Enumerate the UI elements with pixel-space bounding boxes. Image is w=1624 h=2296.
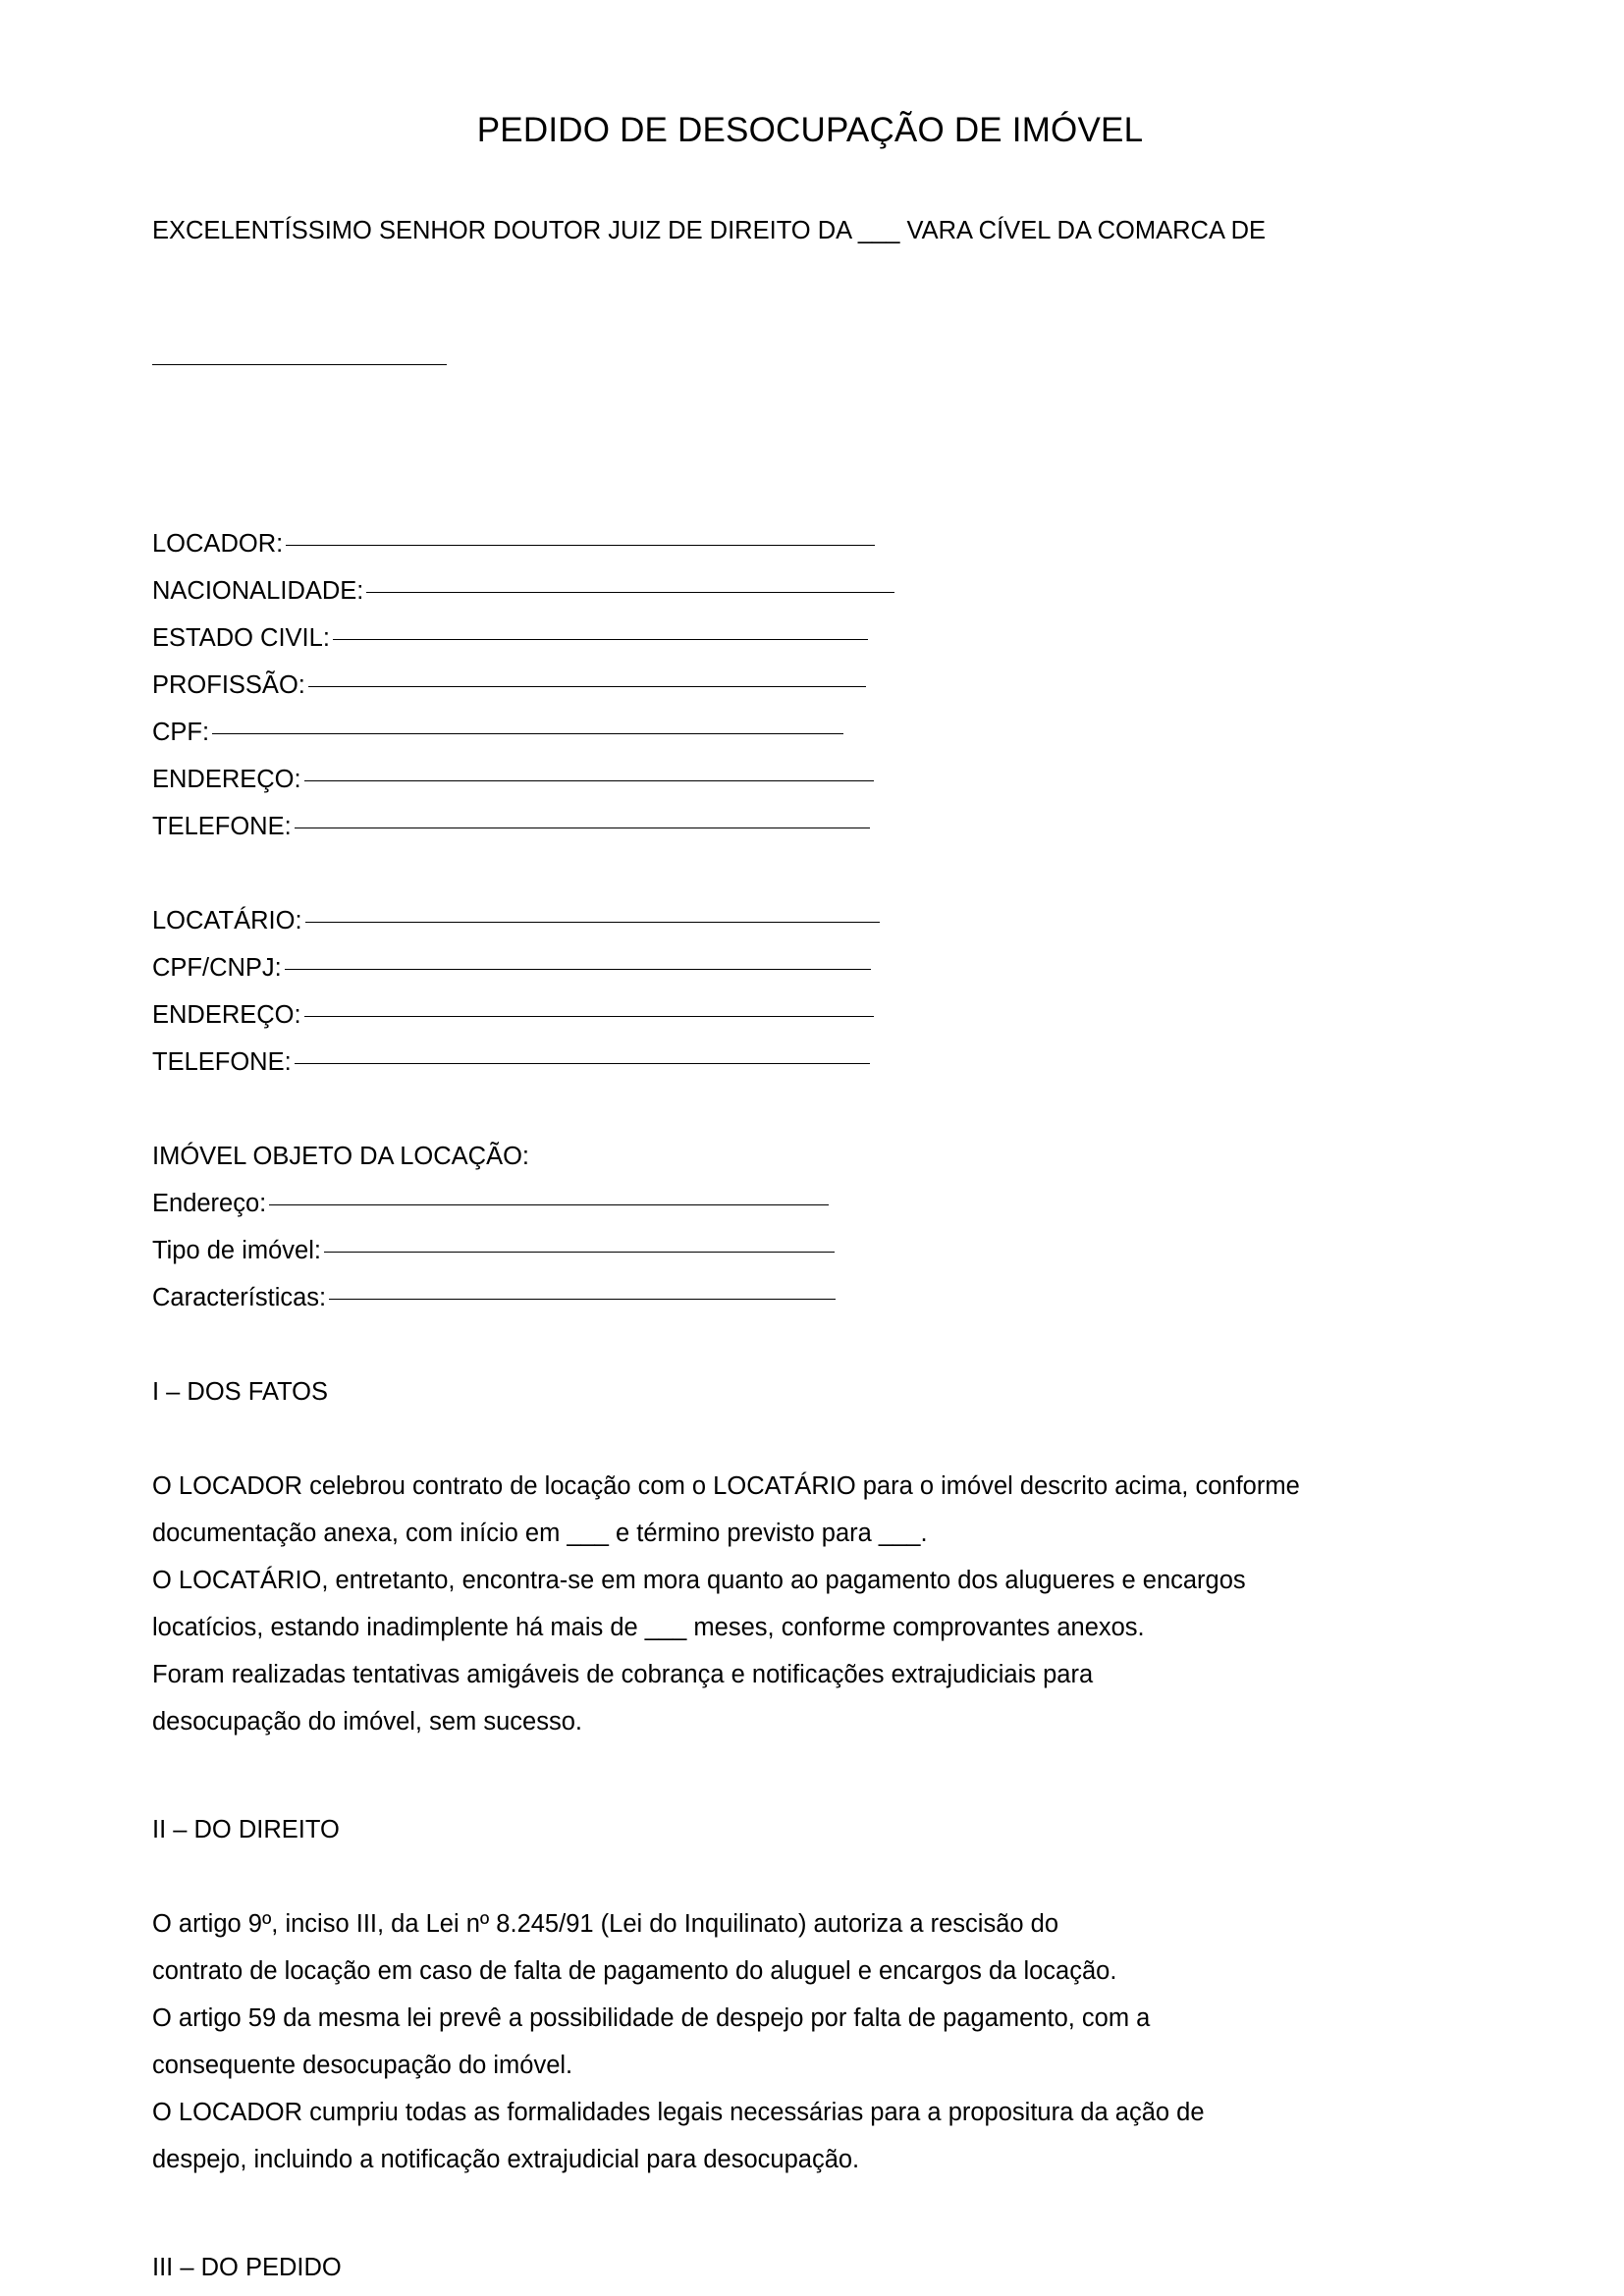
- spacer: [152, 850, 1468, 897]
- section-body-line: Foram realizadas tentativas amigáveis de cobrança e notificações extrajudiciais para: [152, 1661, 1094, 1688]
- locador-field-row: [152, 756, 1468, 803]
- locatario-field-label: ENDEREÇO:: [152, 1001, 301, 1029]
- imovel-block: [152, 1133, 1468, 1321]
- section-block: [152, 1806, 1468, 2244]
- locador-field-label: PROFISSÃO:: [152, 671, 305, 699]
- locador-field-row: [152, 520, 1468, 567]
- court-addressing-block: [152, 207, 1468, 459]
- section-body-line: despejo, incluindo a notificação extrajudicial para desocupação.: [152, 2146, 860, 2173]
- section-body-line: contrato de locação em caso de falta de pagamento do aluguel e encargos da locação.: [152, 1957, 1117, 1985]
- locador-field-fill-rule[interactable]: [304, 780, 874, 781]
- imovel-field-label: Tipo de imóvel:: [152, 1237, 321, 1264]
- locador-field-fill-rule[interactable]: [366, 592, 894, 593]
- spacer: [152, 1415, 1468, 1463]
- spacer: [152, 1853, 1468, 1900]
- locador-field-group: [152, 520, 1468, 850]
- locatario-field-group: [152, 897, 1468, 1086]
- locatario-field-row: [152, 897, 1468, 944]
- imovel-field-fill-rule[interactable]: [269, 1204, 829, 1205]
- locador-field-row: [152, 662, 1468, 709]
- locatario-field-row: [152, 944, 1468, 991]
- imovel-field-label: Características:: [152, 1284, 327, 1311]
- locatario-field-row: [152, 991, 1468, 1039]
- locador-field-row: [152, 709, 1468, 756]
- section-body-line: O LOCADOR cumpriu todas as formalidades legais necessárias para a propositura da ação de: [152, 2099, 1205, 2126]
- locador-field-fill-rule[interactable]: [286, 545, 875, 546]
- sections-container: [152, 1368, 1468, 2296]
- locador-field-label: NACIONALIDADE:: [152, 577, 364, 605]
- spacer: [152, 1321, 1468, 1368]
- locatario-field-fill-rule[interactable]: [304, 1016, 874, 1017]
- imovel-field-fill-rule[interactable]: [329, 1299, 836, 1300]
- section-heading: I – DOS FATOS: [152, 1378, 329, 1406]
- section-block: [152, 1368, 1468, 1806]
- section-body-line: consequente desocupação do imóvel.: [152, 2052, 573, 2079]
- section-heading: II – DO DIREITO: [152, 1816, 340, 1843]
- imovel-field-row: [152, 1274, 1468, 1321]
- section-body-line: O LOCATÁRIO, entretanto, encontra-se em mora quanto ao pagamento dos alugueres e encargos: [152, 1567, 1246, 1594]
- locador-field-row: [152, 614, 1468, 662]
- imovel-field-label: Endereço:: [152, 1190, 267, 1217]
- document-content: [152, 0, 1468, 2296]
- locador-field-label: CPF:: [152, 719, 210, 746]
- locatario-field-row: [152, 1039, 1468, 1086]
- section-body-line: locatícios, estando inadimplente há mais de ___ meses, conforme comprovantes anexos.: [152, 1614, 1145, 1641]
- locatario-field-fill-rule[interactable]: [305, 922, 880, 923]
- locador-field-fill-rule[interactable]: [333, 639, 868, 640]
- spacer: [152, 2291, 1468, 2296]
- comarca-fill-rule: [152, 364, 447, 365]
- locador-field-row: [152, 803, 1468, 850]
- spacer: [152, 1745, 1468, 1806]
- court-addressing-line: EXCELENTÍSSIMO SENHOR DOUTOR JUIZ DE DIREITO DA ___ VARA CÍVEL DA COMARCA DE: [152, 217, 1267, 244]
- locador-field-label: ENDEREÇO:: [152, 766, 301, 793]
- locador-field-fill-rule[interactable]: [212, 733, 843, 734]
- locatario-field-label: TELEFONE:: [152, 1048, 292, 1076]
- locador-field-fill-rule[interactable]: [308, 686, 866, 687]
- spacer: [152, 2183, 1468, 2244]
- section-heading: III – DO PEDIDO: [152, 2254, 342, 2281]
- locador-field-label: LOCADOR:: [152, 530, 284, 558]
- imovel-heading: IMÓVEL OBJETO DA LOCAÇÃO:: [152, 1143, 530, 1170]
- imovel-field-row: [152, 1180, 1468, 1227]
- imovel-field-row: [152, 1227, 1468, 1274]
- spacer: [152, 1086, 1468, 1133]
- locador-field-label: ESTADO CIVIL:: [152, 624, 330, 652]
- section-body-line: O LOCADOR celebrou contrato de locação com o LOCATÁRIO para o imóvel descrito acima, conforme: [152, 1472, 1300, 1500]
- page-title: PEDIDO DE DESOCUPAÇÃO DE IMÓVEL: [476, 111, 1144, 149]
- spacer: [152, 459, 1468, 520]
- locatario-field-fill-rule[interactable]: [285, 969, 871, 970]
- section-body-line: O artigo 59 da mesma lei prevê a possibilidade de despejo por falta de pagamento, com a: [152, 2004, 1151, 2032]
- imovel-field-group: [152, 1180, 1468, 1321]
- locador-field-label: TELEFONE:: [152, 813, 292, 840]
- locador-field-row: [152, 567, 1468, 614]
- section-block: [152, 2244, 1468, 2296]
- section-body-line: O artigo 9º, inciso III, da Lei nº 8.245/91 (Lei do Inquilinato) autoriza a rescisão do: [152, 1910, 1059, 1938]
- section-body-line: desocupação do imóvel, sem sucesso.: [152, 1708, 582, 1735]
- section-body-line: documentação anexa, com início em ___ e término previsto para ___.: [152, 1520, 928, 1547]
- locatario-field-label: LOCATÁRIO:: [152, 907, 302, 934]
- locatario-field-fill-rule[interactable]: [295, 1063, 870, 1064]
- comarca-blank-line: [152, 254, 1468, 459]
- imovel-field-fill-rule[interactable]: [324, 1252, 835, 1253]
- locatario-field-label: CPF/CNPJ:: [152, 954, 282, 982]
